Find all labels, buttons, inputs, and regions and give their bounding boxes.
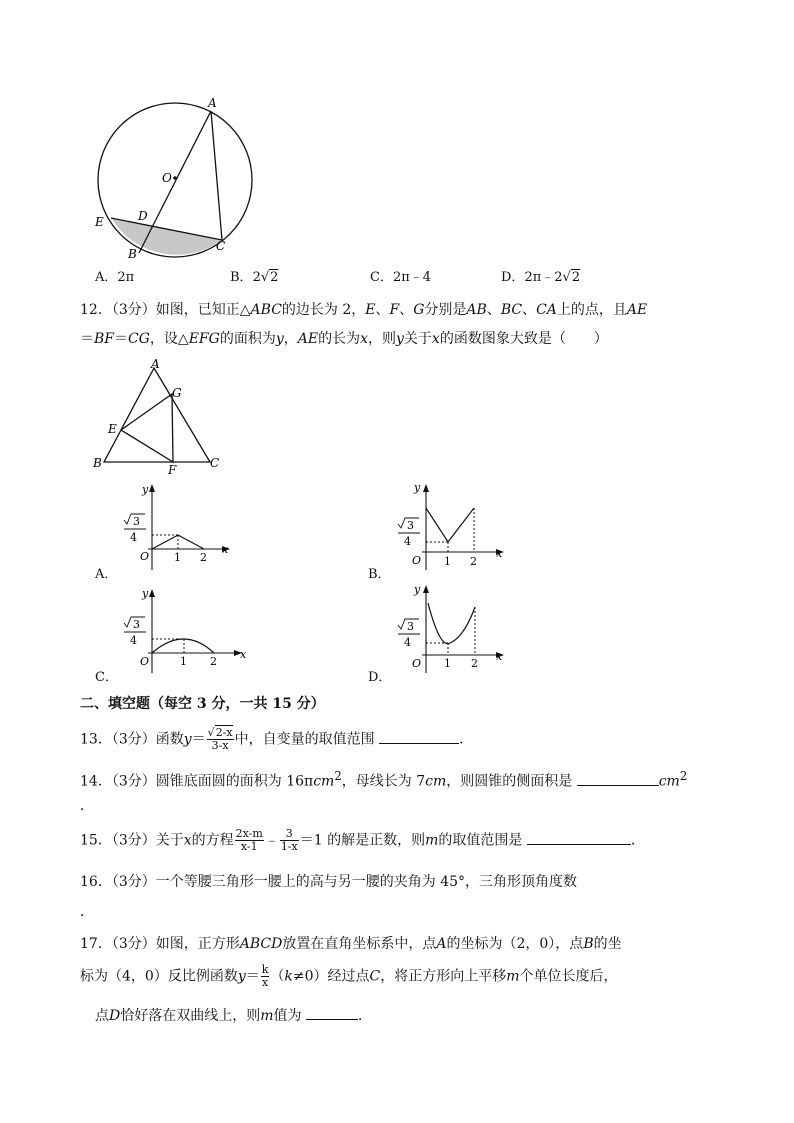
- q12-graph-option-a: A．: [95, 567, 118, 582]
- svg-text:3: 3: [407, 620, 414, 633]
- svg-text:2: 2: [210, 655, 217, 668]
- q12-graph-a: [118, 480, 238, 572]
- svg-text:x: x: [222, 543, 229, 556]
- svg-text:4: 4: [404, 636, 411, 649]
- q16-line1: 16．（3分）一个等腰三角形一腰上的高与另一腰的夹角为 45°，三角形顶角度数: [80, 874, 578, 890]
- svg-text:1: 1: [444, 555, 451, 568]
- label-c: C: [216, 239, 226, 253]
- label-g: G: [172, 386, 182, 400]
- q17-line2: 标为（4，0）反比例函数y＝ $\frac{k}{x}$ （k≠0）经过点C，将正方形向上平移m个单位长度后，: [80, 963, 618, 989]
- section-2-title: 二、填空题（每空 3 分，一共 15 分）: [80, 696, 325, 712]
- q15-answer-blank[interactable]: [527, 830, 631, 845]
- svg-text:O: O: [412, 554, 422, 567]
- center-dot: [173, 176, 177, 180]
- q12-graph-d: [392, 583, 512, 675]
- q13-fraction: $\frac{√2-x}{3-x}$: [207, 726, 233, 752]
- q14-line1: 14．（3分）圆锥底面圆的面积为 16πcm$^2$，母线长为 7cm，则圆锥的侧面积是 $cm^2$: [80, 769, 688, 790]
- svg-text:O: O: [140, 655, 150, 668]
- q11-option-c: C．2π﹣4: [370, 270, 432, 285]
- svg-text:4: 4: [130, 531, 137, 544]
- graph-d-curve: [428, 603, 475, 644]
- q15-line: 15．（3分）关于x的方程 $\frac{2x-m}{x-1}$ ﹣ $\frac{3}{1-x}$ ＝1 的解是正数，则m的取值范围是 ．: [80, 827, 645, 853]
- triangle-efg: [121, 394, 173, 462]
- svg-text:x: x: [240, 648, 247, 661]
- graph-a-curve: [152, 535, 204, 549]
- svg-text:3: 3: [133, 515, 140, 528]
- svg-text:3: 3: [407, 519, 414, 532]
- q11-option-d: D．2π﹣2√2: [501, 270, 581, 285]
- q12-line1: 12．（3分）如图，已知正△ABC的边长为 2，E、F、G分别是AB、BC、CA上的点，且AE: [80, 302, 648, 318]
- svg-text:y: y: [414, 583, 421, 596]
- svg-text:x: x: [496, 650, 503, 663]
- q11-option-a: A．2π: [95, 270, 135, 285]
- label-a: A: [208, 96, 217, 110]
- q12-graph-b: [392, 480, 512, 572]
- q15-fraction-2: $\frac{3}{1-x}$: [280, 827, 298, 853]
- q12-graph-c: [118, 585, 248, 677]
- label-e: E: [108, 422, 117, 436]
- svg-text:2: 2: [470, 555, 477, 568]
- svg-text:1: 1: [180, 655, 187, 668]
- label-c: C: [210, 456, 220, 470]
- q11-circle-figure: [90, 90, 270, 270]
- q13-answer-blank[interactable]: [379, 729, 459, 744]
- svg-text:y: y: [414, 481, 421, 494]
- svg-text:4: 4: [404, 535, 411, 548]
- q12-triangle-figure: [88, 356, 238, 476]
- q17-line1: 17．（3分）如图，正方形ABCD放置在直角坐标系中，点A的坐标为（2，0），点B的坐: [80, 936, 622, 952]
- triangle-abc: [104, 368, 210, 462]
- label-b: B: [93, 456, 102, 470]
- label-d: D: [138, 209, 148, 223]
- q12-graph-option-c: C．: [95, 670, 118, 685]
- graph-c-curve: [152, 639, 214, 653]
- label-a: A: [151, 357, 160, 371]
- q16-line2: ．: [80, 904, 94, 920]
- svg-text:1: 1: [444, 657, 451, 670]
- svg-text:1: 1: [174, 551, 181, 564]
- svg-text:3: 3: [133, 618, 140, 631]
- svg-text:x: x: [496, 547, 503, 560]
- q14-answer-blank[interactable]: [577, 771, 659, 786]
- q11-option-b: B．2√2: [230, 270, 279, 285]
- chord-ac: [211, 111, 222, 240]
- q12-line2: ＝BF＝CG，设△EFG的面积为y，AE的长为x，则y关于x的函数图象大致是（ ）: [80, 331, 608, 347]
- svg-text:2: 2: [200, 551, 207, 564]
- label-e: E: [95, 215, 104, 229]
- svg-text:y: y: [142, 587, 149, 600]
- svg-text:O: O: [140, 550, 150, 563]
- svg-text:2: 2: [471, 657, 478, 670]
- svg-text:O: O: [412, 657, 422, 670]
- graph-b-curve: [426, 508, 474, 542]
- label-o: O: [162, 171, 172, 185]
- q17-fraction: $\frac{k}{x}$: [261, 963, 269, 989]
- q13-line: 13．（3分）函数y＝ $\frac{√2-x}{3-x}$ 中，自变量的取值范围 ．: [80, 726, 474, 752]
- label-b: B: [128, 247, 137, 261]
- q17-line3: 点D恰好落在双曲线上，则m值为 ．: [95, 1005, 745, 1026]
- q17-answer-blank[interactable]: [306, 1005, 358, 1020]
- label-f: F: [168, 463, 177, 476]
- svg-text:4: 4: [130, 634, 137, 647]
- q12-graph-option-d: D．: [368, 670, 392, 685]
- q12-graph-option-b: B．: [368, 567, 391, 582]
- q14-line2: ．: [80, 798, 94, 814]
- q15-fraction-1: $\frac{2x-m}{x-1}$: [235, 827, 263, 853]
- svg-text:y: y: [142, 483, 149, 496]
